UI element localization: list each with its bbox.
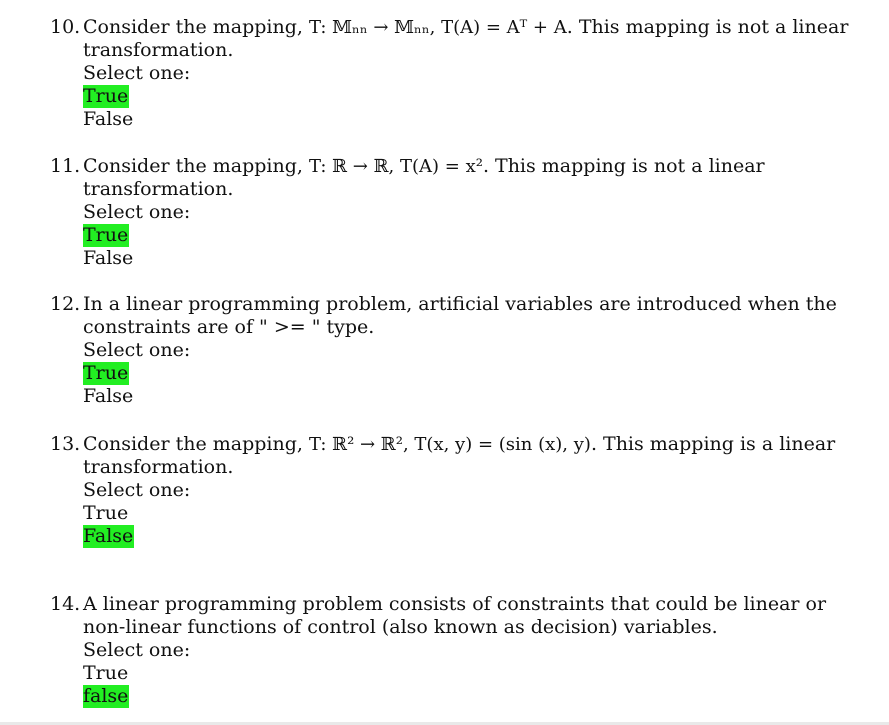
question-number: 14. <box>50 593 81 615</box>
stem-math: T: ℝ² → ℝ², T(x, y) = (sin (x), y) <box>308 434 591 455</box>
question-body <box>83 293 863 408</box>
select-one-label: Select one: <box>83 201 191 223</box>
select-one-label: Select one: <box>83 639 191 661</box>
question-number: 10. <box>50 16 81 38</box>
stem-text: Consider the mapping, <box>83 16 309 38</box>
question-number: 11. <box>50 155 81 177</box>
question-number: 13. <box>50 433 81 455</box>
stem-math: T: 𝕄ₙₙ → 𝕄ₙₙ, T(A) = Aᵀ + A <box>308 17 567 38</box>
question-body <box>83 593 863 708</box>
question-stem <box>83 155 863 201</box>
option-true[interactable]: True <box>83 362 129 384</box>
question-body <box>83 155 863 270</box>
stem-text: Consider the mapping, <box>83 433 309 455</box>
question-stem: A linear programming problem consists of constraints that could be linear or non-linear functions of control (also known as decision) variables. <box>83 593 827 638</box>
option-true[interactable]: True <box>83 85 129 107</box>
option-true[interactable]: True <box>83 224 129 246</box>
option-true[interactable]: True <box>83 502 129 524</box>
select-one-label: Select one: <box>83 479 191 501</box>
question-number: 12. <box>50 293 81 315</box>
option-false[interactable]: False <box>83 385 134 407</box>
question-body <box>83 16 863 131</box>
stem-text: Consider the mapping, <box>83 155 309 177</box>
stem-text-post: . This mapping is not a linear transformation. <box>83 16 849 61</box>
option-false[interactable]: False <box>83 247 134 269</box>
stem-text-post: . This mapping is not a linear transformation. <box>83 155 765 200</box>
option-true[interactable]: True <box>83 662 129 684</box>
question-stem <box>83 433 863 479</box>
question-body <box>83 433 863 548</box>
stem-math: T: ℝ → ℝ, T(A) = x² <box>308 156 483 177</box>
question-stem: In a linear programming problem, artificial variables are introduced when the constraints are of " >= " type. <box>83 293 837 338</box>
select-one-label: Select one: <box>83 62 191 84</box>
question-stem <box>83 16 863 62</box>
option-false[interactable]: False <box>83 525 134 547</box>
option-false[interactable]: False <box>83 108 134 130</box>
select-one-label: Select one: <box>83 339 191 361</box>
stem-text-post: . This mapping is a linear transformation. <box>83 433 836 478</box>
option-false[interactable]: false <box>83 685 129 707</box>
